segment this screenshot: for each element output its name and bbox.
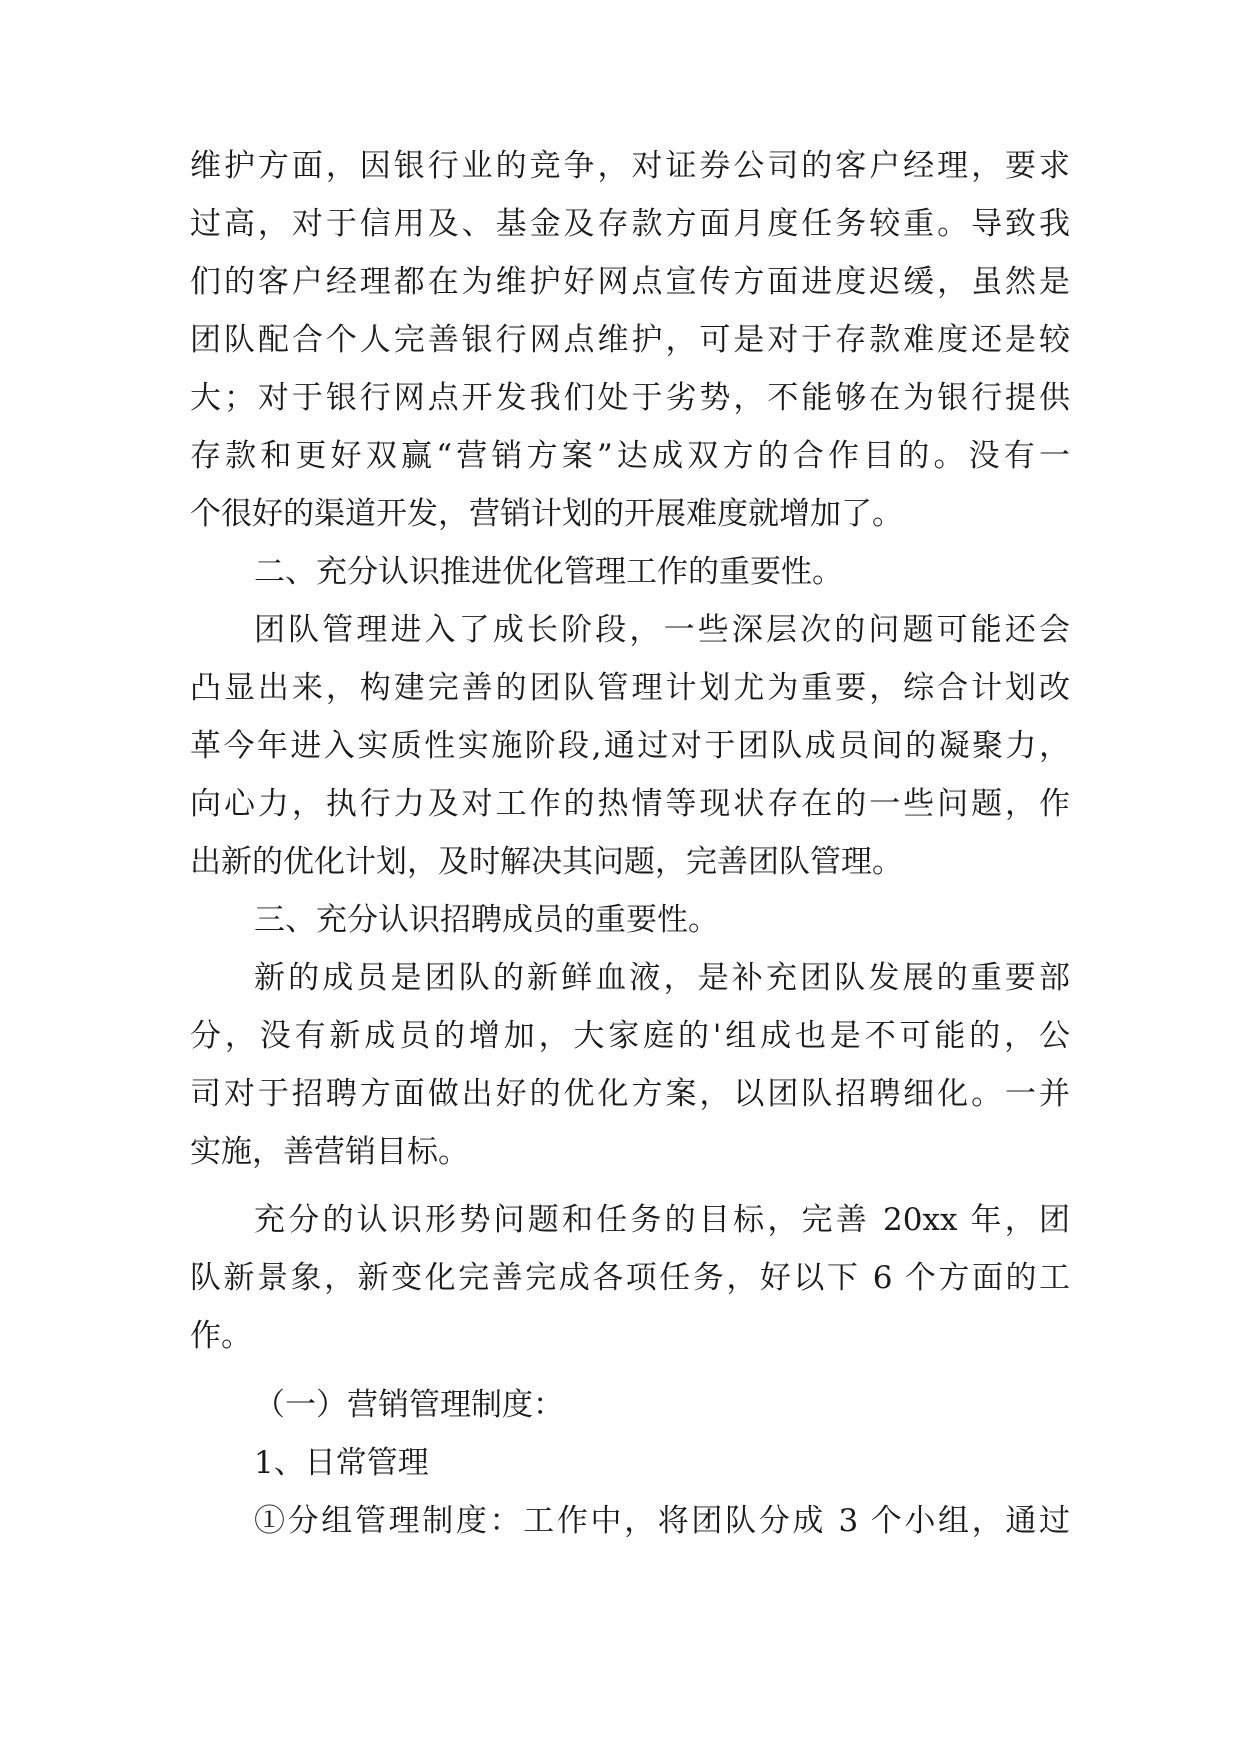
body-text-line: 队新景象，新变化完善完成各项任务，好以下 6 个方面的工 <box>190 1260 1070 1296</box>
body-text-line: 出新的优化计划，及时解决其问题，完善团队管理。 <box>190 844 903 880</box>
body-text-line: 存款和更好双赢“营销方案”达成双方的合作目的。没有一 <box>190 438 1070 474</box>
list-item-line: ①分组管理制度：工作中，将团队分成 3 个小组，通过 <box>254 1503 1070 1539</box>
subsection-heading: 1、日常管理 <box>254 1445 429 1481</box>
body-text-line: 实施，善营销目标。 <box>190 1134 469 1170</box>
body-text-line: 过高，对于信用及、基金及存款方面月度任务较重。导致我 <box>190 206 1070 242</box>
body-text-line: 向心力，执行力及对工作的热情等现状存在的一些问题，作 <box>190 786 1070 822</box>
subsection-heading: （一）营销管理制度： <box>254 1387 564 1423</box>
section-heading: 三、充分认识招聘成员的重要性。 <box>254 902 719 938</box>
paragraph-first-line: 充分的认识形势问题和任务的目标，完善 20xx 年，团 <box>254 1202 1070 1238</box>
paragraph-first-line: 新的成员是团队的新鲜血液，是补充团队发展的重要部 <box>254 960 1070 996</box>
body-text-line: 大；对于银行网点开发我们处于劣势，不能够在为银行提供 <box>190 380 1070 416</box>
body-text-line: 革今年进入实质性实施阶段,通过对于团队成员间的凝聚力， <box>190 728 1070 764</box>
body-text-line: 司对于招聘方面做出好的优化方案，以团队招聘细化。一并 <box>190 1076 1070 1112</box>
body-text-line: 维护方面，因银行业的竞争，对证券公司的客户经理，要求 <box>190 148 1070 184</box>
body-text-line: 个很好的渠道开发，营销计划的开展难度就增加了。 <box>190 496 903 532</box>
body-text-line: 们的客户经理都在为维护好网点宣传方面进度迟缓，虽然是 <box>190 264 1070 300</box>
body-text-line: 作。 <box>190 1318 252 1354</box>
paragraph-first-line: 团队管理进入了成长阶段，一些深层次的问题可能还会 <box>254 612 1070 648</box>
body-text-line: 凸显出来，构建完善的团队管理计划尤为重要，综合计划改 <box>190 670 1070 706</box>
body-text-line: 团队配合个人完善银行网点维护，可是对于存款难度还是较 <box>190 322 1070 358</box>
body-text-line: 分，没有新成员的增加，大家庭的'组成也是不可能的，公 <box>190 1018 1070 1054</box>
section-heading: 二、充分认识推进优化管理工作的重要性。 <box>254 554 843 590</box>
